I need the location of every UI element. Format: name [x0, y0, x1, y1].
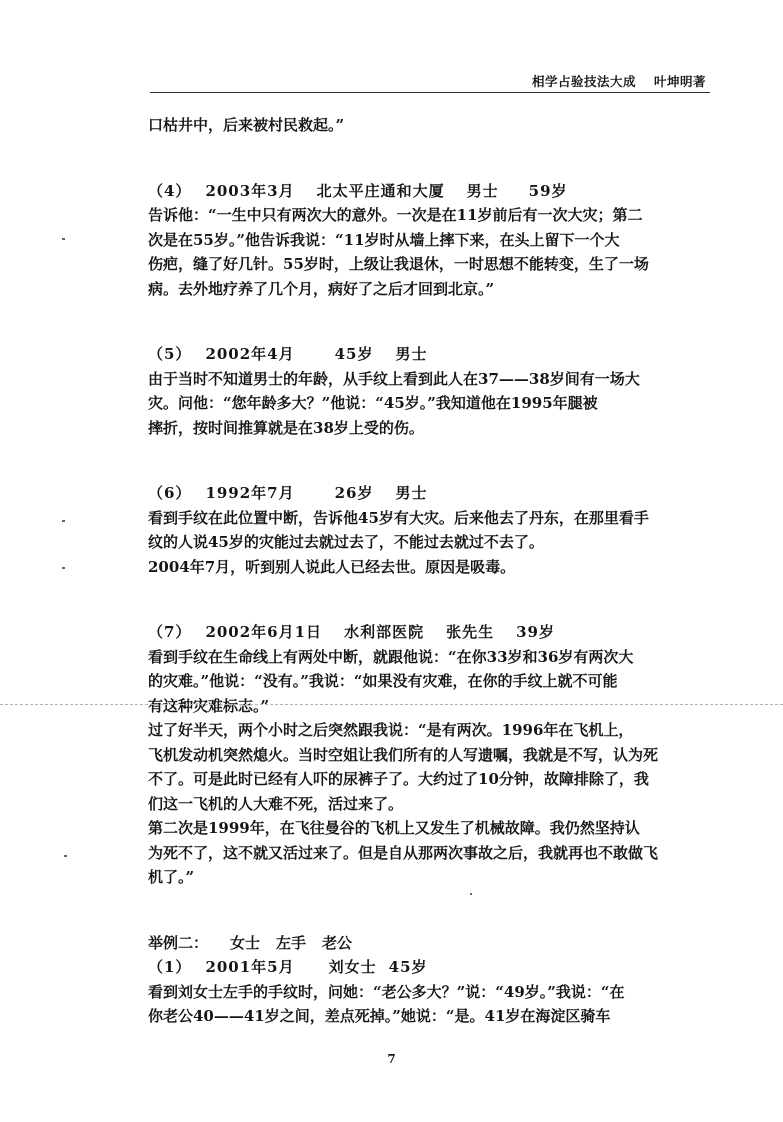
- body-line: 过了好半天，两个小时之后突然跟我说：“是有两次。1996年在飞机上，: [148, 721, 634, 739]
- case-7-heading: [148, 620, 708, 645]
- case-gender: 男士: [466, 181, 499, 200]
- body-line: 2004年7月，听到别人说此人已经去世。原因是吸毒。: [148, 557, 516, 576]
- body-line: 次是在55岁。”他告诉我说：“11岁时从墙上摔下来，在头上留下一个大: [148, 230, 620, 249]
- case-person: 刘女士: [328, 958, 377, 976]
- case-age: 26岁: [334, 484, 374, 502]
- case-date: 2001年5月: [205, 958, 295, 976]
- body-line: 飞机发动机突然熄火。当时空姐让我们所有的人写遗嘱，我就是不写，认为死: [148, 745, 659, 764]
- case-age: 59岁: [528, 181, 568, 200]
- body-line: 告诉他：“一生中只有两次大的意外。一次是在11岁前后有一次大灾；第二: [148, 206, 643, 224]
- case-number: （7）: [148, 623, 192, 641]
- example-label: 举例二：: [148, 933, 209, 952]
- opening-line: 口枯井中，后来被村民救起。”: [148, 116, 345, 134]
- body-line: 摔折，按时间推算就是在38岁上受的伤。: [148, 418, 424, 437]
- case-age: 39岁: [516, 623, 555, 641]
- case-5-heading: [148, 342, 708, 367]
- case-place: 水利部医院: [344, 623, 425, 641]
- body-line: 由于当时不知道男士的年龄，从手纹上看到此人在37——38岁间有一场大: [148, 369, 640, 388]
- case-number: （6）: [148, 484, 192, 502]
- body-line: 灾。问他：“您年龄多大？”他说：“45岁。”我知道他在1995年腿被: [148, 394, 598, 412]
- case-1-heading: [148, 955, 708, 980]
- case-age: 45岁: [388, 958, 428, 976]
- scan-speck: [62, 520, 65, 522]
- scan-speck: [64, 855, 67, 857]
- header-text: [514, 72, 706, 90]
- body-line: 看到手纹在此位置中断，告诉他45岁有大灾。后来他去了丹东，在那里看手: [148, 508, 649, 527]
- body-line: 们这一飞机的人大难不死，活过来了。: [148, 794, 404, 813]
- body-line: 为死不了，这不就又活过来了。但是自从那两次事故之后，我就再也不敢做飞: [148, 843, 659, 862]
- case-person: 张先生: [446, 623, 495, 641]
- body-line: 你老公40——41岁之间，差点死掉。”她说：“是。41岁在海淀区骑车: [148, 1007, 611, 1025]
- body-line: 机了。”: [148, 868, 195, 886]
- page-body: [148, 113, 708, 1029]
- page-number: 7: [387, 1052, 396, 1066]
- body-line: 伤疤，缝了好几针。55岁时，上级让我退休，一时思想不能转变，生了一场: [148, 255, 649, 273]
- author-name: 叶坤明著: [653, 74, 706, 89]
- book-title: 相学占验技法大成: [531, 74, 636, 89]
- body-line: 看到手纹在生命线上有两处中断，就跟他说：“在你33岁和36岁有两次大: [148, 647, 634, 666]
- case-gender: 男士: [395, 345, 428, 363]
- case-number: （1）: [148, 958, 192, 976]
- case-date: 2002年4月: [205, 345, 295, 363]
- example-2-heading: [148, 931, 708, 956]
- body-line: 纹的人说45岁的灾能过去就过去了，不能过去就过不去了。: [148, 533, 544, 551]
- case-gender: 男士: [395, 484, 428, 502]
- example-topic: 老公: [322, 933, 353, 952]
- running-header: [150, 70, 710, 93]
- body-line: 第二次是1999年，在飞往曼谷的飞机上又发生了机械故障。我仍然坚持认: [148, 819, 640, 837]
- example-hand: 左手: [276, 933, 307, 952]
- scan-artifact-line: [0, 704, 783, 705]
- case-date: 1992年7月: [205, 484, 295, 502]
- body-line: 不了。可是此时已经有人吓的尿裤子了。大约过了10分钟，故障排除了，我: [148, 770, 649, 788]
- case-number: （5）: [148, 345, 192, 363]
- example-gender: 女士: [230, 933, 261, 952]
- case-place: 北太平庄通和大厦: [316, 181, 445, 200]
- scan-speck: [62, 238, 65, 240]
- case-date: 2002年6月1日: [205, 623, 323, 641]
- case-6-heading: [148, 481, 708, 506]
- scan-speck: [62, 567, 65, 569]
- body-line: 病。去外地疗养了几个月，病好了之后才回到北京。”: [148, 279, 495, 298]
- case-4-heading: [148, 179, 708, 204]
- case-date: 2003年3月: [205, 181, 295, 200]
- case-age: 45岁: [334, 345, 374, 363]
- scan-speck: [470, 893, 472, 895]
- body-line: 有这种灾难标志。”: [148, 696, 270, 715]
- case-number: （4）: [148, 181, 192, 200]
- body-line: 看到刘女士左手的手纹时，问她：“老公多大？”说：“49岁。”我说：“在: [148, 982, 625, 1001]
- body-line: 的灾难。”他说：“没有。”我说：“如果没有灾难，在你的手纹上就不可能: [148, 672, 618, 690]
